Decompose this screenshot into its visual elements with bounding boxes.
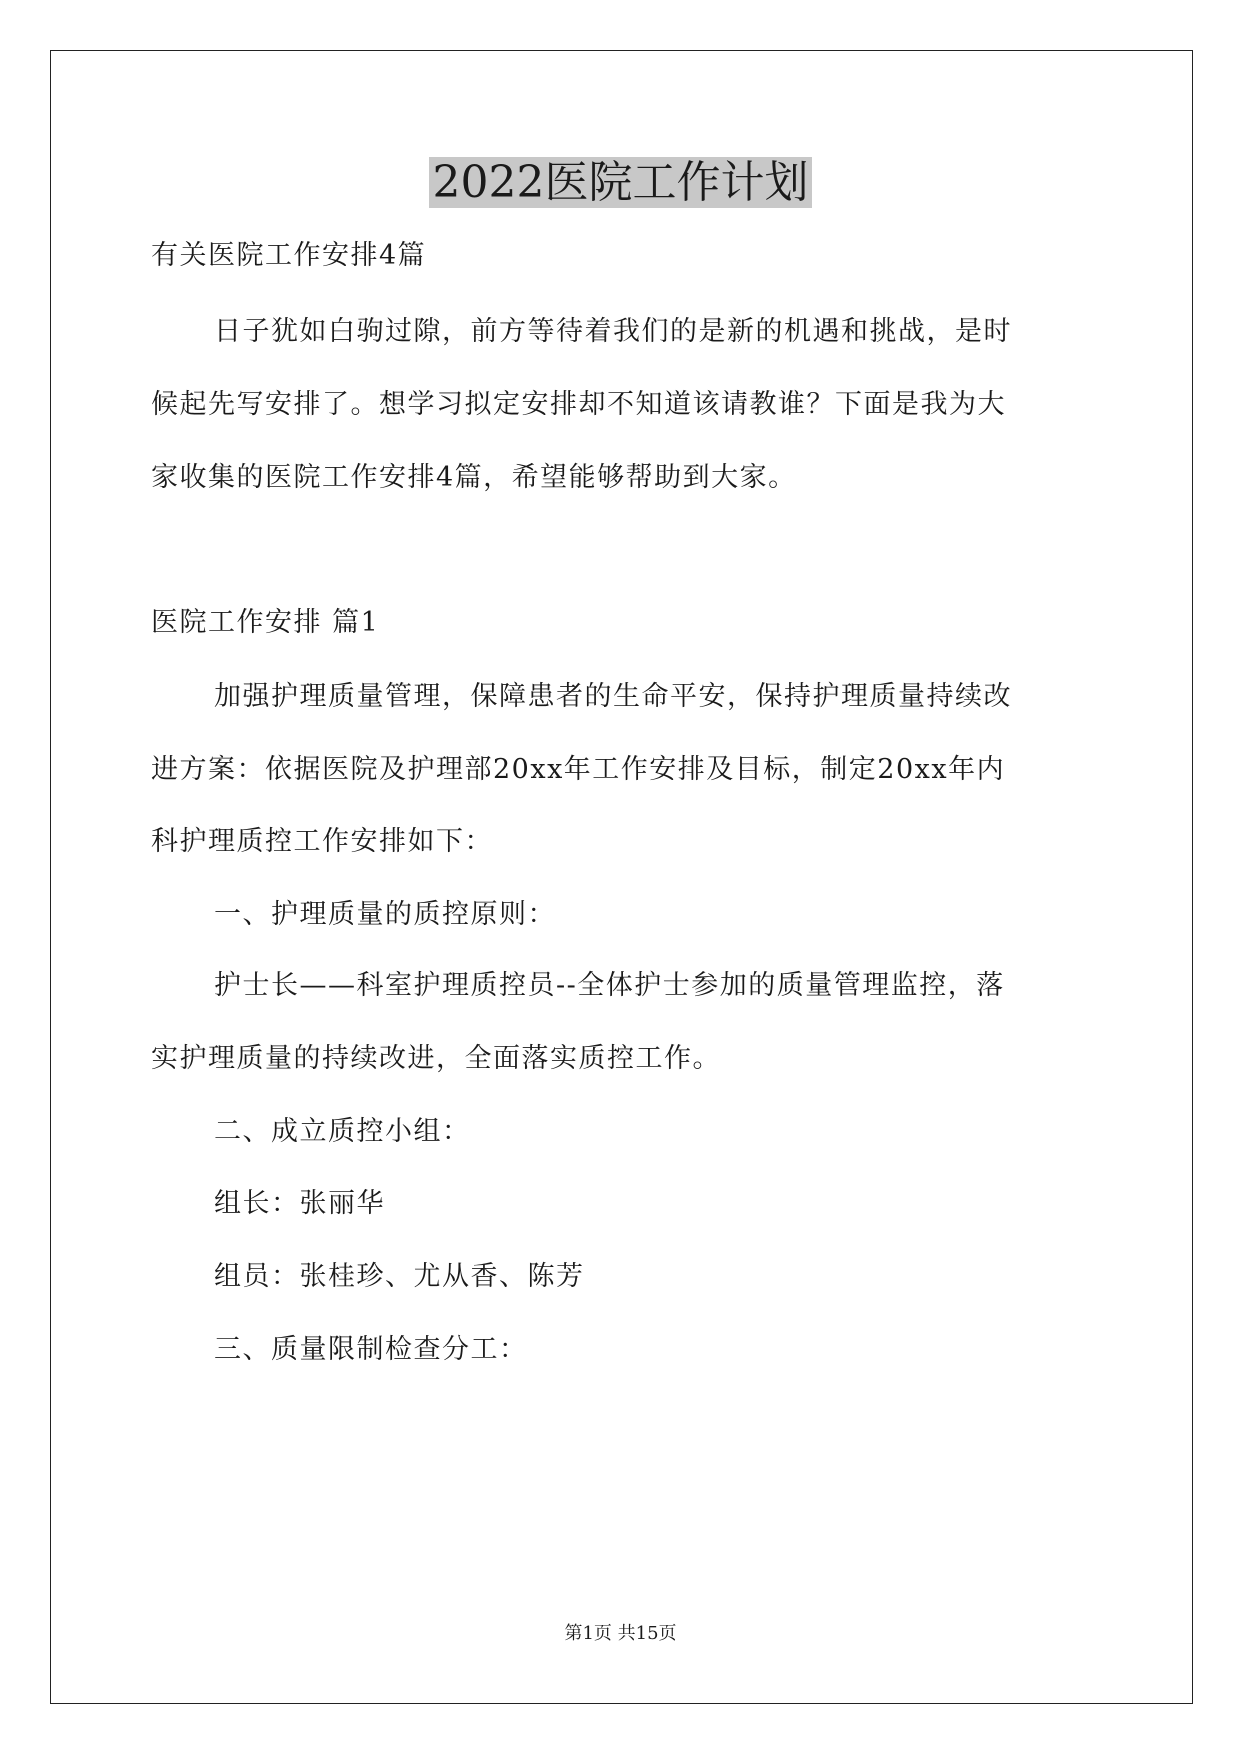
document-subtitle: 有关医院工作安排4篇 xyxy=(151,240,427,271)
page-footer: 第1页 共15页 xyxy=(564,1623,677,1644)
page-border xyxy=(50,50,1193,1704)
paragraph-line: 组长：张丽华 xyxy=(214,1188,385,1219)
paragraph-line: 实护理质量的持续改进，全面落实质控工作。 xyxy=(151,1043,721,1074)
section-heading: 医院工作安排 篇1 xyxy=(151,607,380,638)
paragraph-line: 进方案：依据医院及护理部20xx年工作安排及目标，制定20xx年内 xyxy=(151,754,1006,785)
paragraph-line: 组员：张桂珍、尤从香、陈芳 xyxy=(214,1261,585,1292)
intro-line-2: 候起先写安排了。想学习拟定安排却不知道该请教谁？下面是我为大 xyxy=(151,389,1006,420)
paragraph-line: 科护理质控工作安排如下： xyxy=(151,826,493,857)
list-heading: 一、护理质量的质控原则： xyxy=(214,899,556,930)
intro-line-3: 家收集的医院工作安排4篇，希望能够帮助到大家。 xyxy=(151,462,797,493)
list-heading: 三、质量限制检查分工： xyxy=(214,1334,528,1365)
document-title: 2022医院工作计划 xyxy=(0,153,1241,213)
list-heading: 二、成立质控小组： xyxy=(214,1116,471,1147)
paragraph-line: 加强护理质量管理，保障患者的生命平安，保持护理质量持续改 xyxy=(214,681,1012,712)
paragraph-line: 护士长——科室护理质控员--全体护士参加的质量管理监控，落 xyxy=(214,970,1005,1001)
intro-line-1: 日子犹如白驹过隙，前方等待着我们的是新的机遇和挑战，是时 xyxy=(214,316,1012,347)
